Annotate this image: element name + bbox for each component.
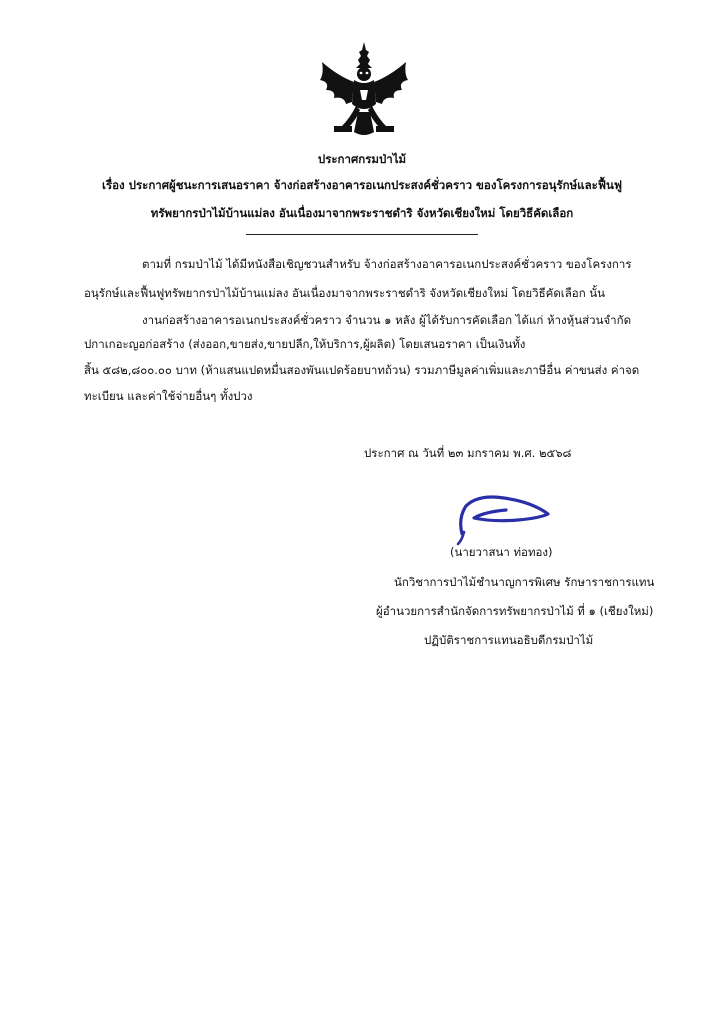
separator-line [246, 234, 478, 235]
garuda-emblem-icon [316, 40, 412, 144]
body-line-5: สิ้น ๕๘๒,๘๐๐.๐๐ บาท (ห้าแสนแปดหมื่นสองพันแปดร้อยบาทถ้วน) รวมภาษีมูลค่าเพิ่มและภาษีอื่น ค่าขนส่ง ค่าจด [84, 363, 640, 377]
body-line-6: ทะเบียน และค่าใช้จ่ายอื่นๆ ทั้งปวง [84, 389, 253, 403]
handwritten-signature [448, 488, 560, 550]
signatory-position-3: ปฏิบัติราชการแทนอธิบดีกรมป่าไม้ [424, 633, 594, 647]
body-line-2: อนุรักษ์และฟื้นฟูทรัพยากรป่าไม้บ้านแม่ลง อันเนื่องมาจากพระราชดำริ จังหวัดเชียงใหม่ โดยวิธีคัดเลือก นั้น [84, 286, 606, 300]
signatory-position-1: นักวิชาการป่าไม้ชำนาญการพิเศษ รักษาราชการแทน [394, 575, 655, 589]
notice-title: ประกาศกรมป่าไม้ [317, 152, 407, 166]
body-line-1: ตามที่ กรมป่าไม้ ได้มีหนังสือเชิญชวนสำหรับ จ้างก่อสร้างอาคารอเนกประสงค์ชั่วคราว ของโครงการ [142, 257, 632, 271]
notice-subject: เรื่อง ประกาศผู้ชนะการเสนอราคา จ้างก่อสร้างอาคารอเนกประสงค์ชั่วคราว ของโครงการอนุรักษ์และฟื้นฟู [102, 178, 622, 192]
body-line-4: ปกาเกอะญอก่อสร้าง (ส่งออก,ขายส่ง,ขายปลีก,ให้บริการ,ผู้ผลิต) โดยเสนอราคา เป็นเงินทั้ง [84, 337, 526, 351]
notice-subject-continued: ทรัพยากรป่าไม้บ้านแม่ลง อันเนื่องมาจากพระราชดำริ จังหวัดเชียงใหม่ โดยวิธีคัดเลือก [150, 206, 574, 220]
announcement-date: ประกาศ ณ วันที่ ๒๓ มกราคม พ.ศ. ๒๕๖๘ [364, 446, 572, 460]
signatory-name: (นายวาสนา ท่อทอง) [450, 545, 553, 559]
signatory-position-2: ผู้อำนวยการสำนักจัดการทรัพยากรป่าไม้ ที่ ๑ (เชียงใหม่) [376, 604, 654, 618]
body-line-3: งานก่อสร้างอาคารอเนกประสงค์ชั่วคราว จำนวน ๑ หลัง ผู้ได้รับการคัดเลือก ได้แก่ ห้างหุ้นส่วนจำกัด [142, 313, 632, 327]
